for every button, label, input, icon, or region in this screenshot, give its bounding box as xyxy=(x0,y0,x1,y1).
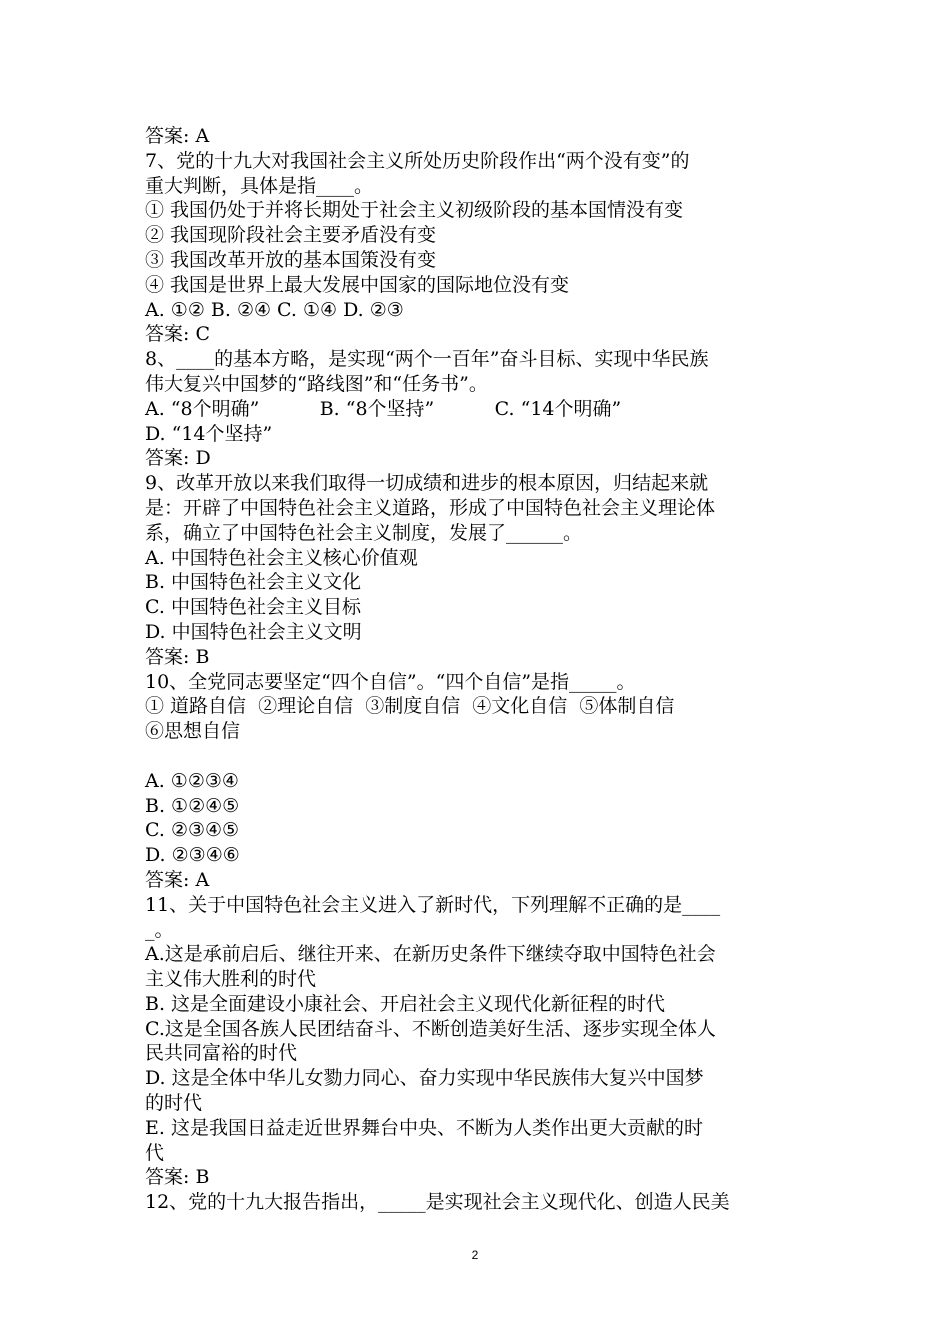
text-line: D. “14个坚持” xyxy=(145,422,273,445)
text-line: C. 中国特色社会主义目标 xyxy=(145,596,361,619)
text-line: 重大判断，具体是指____。 xyxy=(145,174,374,197)
text-line: 12、党的十九大报告指出，_____是实现社会主义现代化、创造人民美 xyxy=(145,1191,730,1214)
text-line: 答案: A xyxy=(145,125,210,147)
text-line: A.这是承前启后、继往开来、在新历史条件下继续夺取中国特色社会 xyxy=(145,943,716,966)
text-line: 答案: B xyxy=(145,1166,210,1189)
text-line: ⑥思想自信 xyxy=(145,720,241,743)
text-line: 是：开辟了中国特色社会主义道路，形成了中国特色社会主义理论体 xyxy=(145,496,716,519)
page-number: 2 xyxy=(471,1248,479,1262)
text-line: 的时代 xyxy=(145,1092,203,1115)
text-line: 代 xyxy=(145,1141,165,1164)
text-line: 主义伟大胜利的时代 xyxy=(145,968,317,991)
document-body xyxy=(145,124,810,1215)
text-line: 11、关于中国特色社会主义进入了新时代，下列理解不正确的是____ xyxy=(145,893,721,916)
text-line: 8、____的基本方略，是实现“两个一百年”奋斗目标、实现中华民族 xyxy=(145,348,709,371)
text-line: D. 这是全体中华儿女勠力同心、奋力实现中华民族伟大复兴中国梦 xyxy=(145,1067,704,1090)
text-line: ① 道路自信 ②理论自信 ③制度自信 ④文化自信 ⑤体制自信 xyxy=(145,695,675,718)
text-line: 9、改革开放以来我们取得一切成绩和进步的根本原因，归结起来就 xyxy=(145,472,709,495)
blank-line xyxy=(145,744,810,769)
text-line: D. 中国特色社会主义文明 xyxy=(145,620,362,643)
text-line: ② 我国现阶段社会主要矛盾没有变 xyxy=(145,224,437,247)
text-line: B. 中国特色社会主义文化 xyxy=(145,571,362,594)
text-line: ① 我国仍处于并将长期处于社会主义初级阶段的基本国情没有变 xyxy=(145,199,684,222)
text-line: A. ①②③④ xyxy=(145,769,239,792)
text-line: 系，确立了中国特色社会主义制度，发展了______。 xyxy=(145,521,583,544)
text-line: _。 xyxy=(145,918,174,941)
text-line: 答案: A xyxy=(145,868,210,891)
text-line: 答案: C xyxy=(145,323,210,346)
text-line: C. ②③④⑤ xyxy=(145,819,240,842)
text-line: A. “8个明确” B. “8个坚持” C. “14个明确” xyxy=(145,397,622,420)
text-line: ③ 我国改革开放的基本国策没有变 xyxy=(145,248,437,271)
text-line: D. ②③④⑥ xyxy=(145,844,240,867)
text-line: 伟大复兴中国梦的“路线图”和“任务书”。 xyxy=(145,372,488,395)
text-line: 7、党的十九大对我国社会主义所处历史阶段作出“两个没有变”的 xyxy=(145,149,690,172)
text-line: 答案: D xyxy=(145,447,211,470)
text-line: A. 中国特色社会主义核心价值观 xyxy=(145,546,418,569)
text-line: 答案: B xyxy=(145,645,210,668)
text-line: A. ①② B. ②④ C. ①④ D. ②③ xyxy=(145,298,404,321)
text-line: 10、全党同志要坚定“四个自信”。“四个自信”是指_____。 xyxy=(145,670,636,693)
text-line: ④ 我国是世界上最大发展中国家的国际地位没有变 xyxy=(145,273,570,296)
text-line: E. 这是我国日益走近世界舞台中央、不断为人类作出更大贡献的时 xyxy=(145,1116,703,1139)
text-line: C.这是全国各族人民团结奋斗、不断创造美好生活、逐步实现全体人 xyxy=(145,1017,716,1040)
text-line: B. 这是全面建设小康社会、开启社会主义现代化新征程的时代 xyxy=(145,992,666,1015)
text-line: 民共同富裕的时代 xyxy=(145,1042,298,1065)
text-line: B. ①②④⑤ xyxy=(145,794,240,817)
